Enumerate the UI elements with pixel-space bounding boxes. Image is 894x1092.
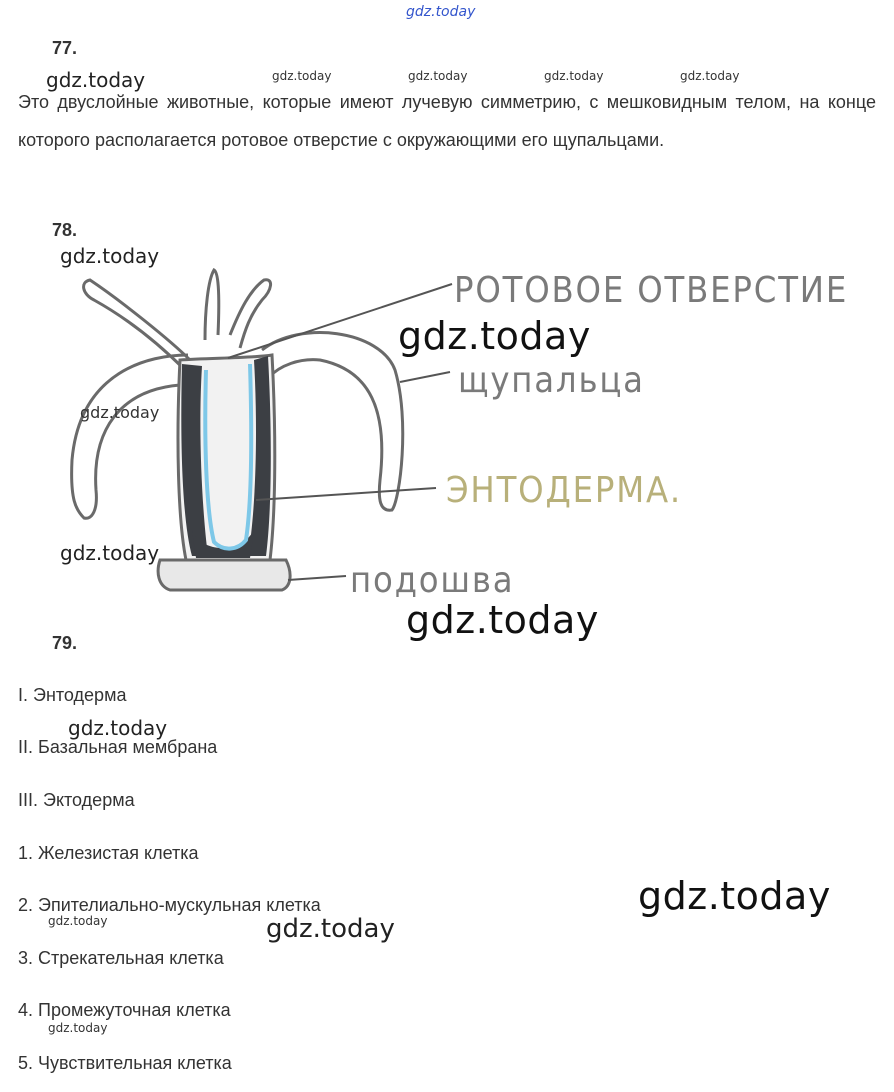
label-endoderm: ЭНТОДЕРМА. [446,470,683,511]
watermark-top: gdz.today [406,4,476,20]
watermark: gdz.today [46,68,146,92]
watermark: gdz.today [48,914,108,928]
right-tentacle [262,333,403,511]
sole-leader-line [288,576,346,580]
watermark: gdz.today [80,403,160,422]
watermark: gdz.today [406,598,599,642]
watermark: gdz.today [272,69,332,83]
list-item: I. Энтодерма [18,685,127,705]
watermark: gdz.today [48,1021,108,1035]
list-item: 3. Стрекательная клетка [18,948,224,968]
watermark: gdz.today [408,69,468,83]
watermark: gdz.today [60,244,160,268]
label-tentacles: щупальца [458,360,645,401]
watermark: gdz.today [398,314,591,358]
watermark: gdz.today [60,541,160,565]
tentacle-leader-line [400,372,450,382]
watermark: gdz.today [680,69,740,83]
watermark: gdz.today [68,716,168,740]
list-item: 2. Эпителиально-мускульная клетка [18,895,321,915]
task-77-answer: Это двуслойные животные, которые имеют лучевую симметрию, с мешковидным телом, на конце которого располагается ротовое отверстие с окружающими его щупальцами. [18,92,876,150]
sole [158,560,290,590]
list-item: II. Базальная мембрана [18,737,218,757]
list-item: 5. Чувствительная клетка [18,1053,232,1073]
list-item: III. Эктодерма [18,790,135,810]
watermark: gdz.today [638,874,831,918]
left-tentacle [72,355,188,518]
endoderm-leader-line [256,488,436,500]
top-right-tentacle [230,280,271,348]
task-77-number: 77. [52,38,78,58]
task-79-number: 79. [52,633,78,653]
label-sole: подошва [350,560,515,601]
top-tentacle [205,270,219,340]
list-item: 4. Промежуточная клетка [18,1000,231,1020]
list-item: 1. Железистая клетка [18,843,199,863]
watermark: gdz.today [266,914,395,944]
watermark: gdz.today [544,69,604,83]
task-78-number: 78. [52,220,78,240]
label-mouth: РОТОВОЕ ОТВЕРСТИЕ [454,270,849,311]
